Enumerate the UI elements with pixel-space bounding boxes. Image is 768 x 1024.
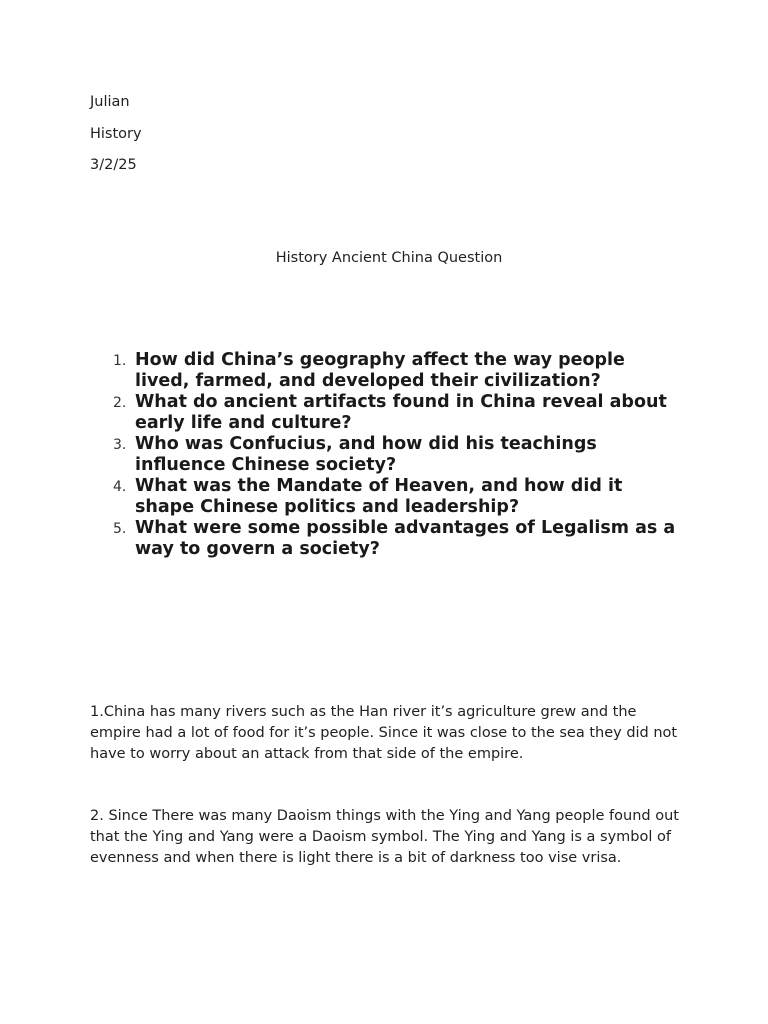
question-text: What was the Mandate of Heaven, and how did it shape Chinese politics and leadership? — [135, 476, 623, 517]
document-title: History Ancient China Question — [275, 250, 503, 266]
question-text: What were some possible advantages of Legalism as a way to govern a society? — [135, 518, 676, 559]
question-item — [113, 434, 680, 476]
question-item — [113, 476, 680, 518]
question-item — [113, 392, 680, 434]
answer-paragraph-1: 1.China has many rivers such as the Han river it’s agriculture grew and the empire had a lot of food for it’s people. Since it was close to the sea they did not have to worry about an attack from that side of the empire. — [90, 704, 678, 762]
question-text: Who was Confucius, and how did his teachings influence Chinese society? — [135, 434, 597, 475]
student-name: Julian — [90, 94, 130, 110]
question-number: 4. — [113, 479, 127, 495]
subject-line: History — [90, 126, 142, 142]
question-number: 1. — [113, 353, 127, 369]
question-number: 5. — [113, 521, 127, 537]
question-number: 3. — [113, 437, 127, 453]
question-list — [113, 350, 680, 560]
answer-paragraph-2: 2. Since There was many Daoism things with the Ying and Yang people found out that the Ying and Yang were a Daoism symbol. The Ying and Yang is a symbol of evenness and when there is light there is a bit of darkness too vise vrisa. — [90, 808, 679, 866]
date-line: 3/2/25 — [90, 157, 137, 173]
question-item — [113, 350, 680, 392]
question-item — [113, 518, 680, 560]
question-number: 2. — [113, 395, 127, 411]
question-text: What do ancient artifacts found in China reveal about early life and culture? — [135, 392, 667, 433]
question-text: How did China’s geography affect the way people lived, farmed, and developed their civilization? — [135, 350, 625, 391]
